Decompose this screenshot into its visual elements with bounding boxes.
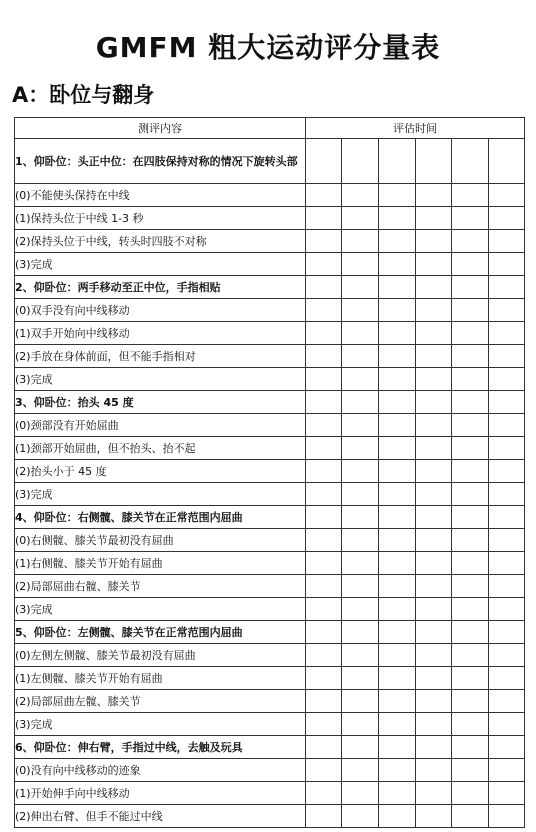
score-cell[interactable] xyxy=(416,368,452,391)
score-cell[interactable] xyxy=(306,276,342,299)
score-cell[interactable] xyxy=(342,644,379,667)
score-cell[interactable] xyxy=(489,184,525,207)
score-cell[interactable] xyxy=(489,414,525,437)
content-column-header: 测评内容 xyxy=(15,118,306,139)
score-cell[interactable] xyxy=(416,713,452,736)
score-cell[interactable] xyxy=(379,184,416,207)
page-title: GMFM 粗大运动评分量表 xyxy=(95,31,441,64)
assessment-table xyxy=(14,117,525,828)
section-heading: A：卧位与翻身 xyxy=(12,83,155,107)
score-cell[interactable] xyxy=(379,506,416,529)
score-cell[interactable] xyxy=(489,552,525,575)
option-label: (0)左侧左侧髋、膝关节最初没有屈曲 xyxy=(15,644,306,667)
score-cell[interactable] xyxy=(342,736,379,759)
score-cell[interactable] xyxy=(489,644,525,667)
score-cell[interactable] xyxy=(379,368,416,391)
score-cell[interactable] xyxy=(452,805,489,828)
option-label: (2)局部屈曲右髋、膝关节 xyxy=(15,575,306,598)
score-cell[interactable] xyxy=(452,621,489,644)
score-cell[interactable] xyxy=(379,207,416,230)
option-label: (1)保持头位于中线 1-3 秒 xyxy=(15,207,306,230)
score-cell[interactable] xyxy=(342,368,379,391)
score-cell[interactable] xyxy=(489,230,525,253)
score-cell[interactable] xyxy=(379,690,416,713)
score-cell[interactable] xyxy=(489,805,525,828)
option-label: (2)抬头小于 45 度 xyxy=(15,460,306,483)
score-cell[interactable] xyxy=(489,345,525,368)
item-heading: 5、仰卧位：左侧髋、膝关节在正常范围内屈曲 xyxy=(15,621,306,644)
score-cell[interactable] xyxy=(416,759,452,782)
score-cell[interactable] xyxy=(489,276,525,299)
score-cell[interactable] xyxy=(379,391,416,414)
score-cell[interactable] xyxy=(452,299,489,322)
score-cell[interactable] xyxy=(379,253,416,276)
score-cell[interactable] xyxy=(342,529,379,552)
score-cell[interactable] xyxy=(342,621,379,644)
score-cell[interactable] xyxy=(379,483,416,506)
score-cell[interactable] xyxy=(306,322,342,345)
score-cell[interactable] xyxy=(452,322,489,345)
option-label: (3)完成 xyxy=(15,483,306,506)
option-row xyxy=(15,782,525,805)
option-row xyxy=(15,644,525,667)
score-cell[interactable] xyxy=(379,552,416,575)
option-row xyxy=(15,759,525,782)
option-label: (1)左侧髋、膝关节开始有屈曲 xyxy=(15,667,306,690)
score-cell[interactable] xyxy=(342,437,379,460)
score-cell[interactable] xyxy=(306,230,342,253)
option-row xyxy=(15,345,525,368)
score-cell[interactable] xyxy=(306,690,342,713)
option-label: (2)伸出右臂、但手不能过中线 xyxy=(15,805,306,828)
score-cell[interactable] xyxy=(379,414,416,437)
score-cell[interactable] xyxy=(452,713,489,736)
score-cell[interactable] xyxy=(452,506,489,529)
item-row xyxy=(15,506,525,529)
table-header-row xyxy=(15,118,525,139)
item-heading: 2、仰卧位：两手移动至正中位，手指相贴 xyxy=(15,276,306,299)
option-row xyxy=(15,230,525,253)
score-cell[interactable] xyxy=(306,345,342,368)
score-cell[interactable] xyxy=(489,529,525,552)
option-label: (1)右侧髋、膝关节开始有屈曲 xyxy=(15,552,306,575)
score-cell[interactable] xyxy=(342,552,379,575)
score-cell[interactable] xyxy=(379,782,416,805)
score-cell[interactable] xyxy=(306,575,342,598)
option-row xyxy=(15,713,525,736)
score-cell[interactable] xyxy=(416,253,452,276)
option-row xyxy=(15,483,525,506)
option-row xyxy=(15,299,525,322)
item-row xyxy=(15,139,525,184)
score-cell[interactable] xyxy=(379,460,416,483)
option-label: (0)没有向中线移动的迹象 xyxy=(15,759,306,782)
score-cell[interactable] xyxy=(306,184,342,207)
score-cell[interactable] xyxy=(342,253,379,276)
score-cell[interactable] xyxy=(416,598,452,621)
score-cell[interactable] xyxy=(306,139,342,184)
score-cell[interactable] xyxy=(306,529,342,552)
score-cell[interactable] xyxy=(489,598,525,621)
score-cell[interactable] xyxy=(452,759,489,782)
score-cell[interactable] xyxy=(342,345,379,368)
option-label: (0)不能使头保持在中线 xyxy=(15,184,306,207)
score-cell[interactable] xyxy=(306,552,342,575)
option-row xyxy=(15,322,525,345)
option-row xyxy=(15,552,525,575)
score-cell[interactable] xyxy=(489,759,525,782)
score-cell[interactable] xyxy=(306,736,342,759)
score-cell[interactable] xyxy=(452,207,489,230)
option-label: (3)完成 xyxy=(15,598,306,621)
item-row xyxy=(15,736,525,759)
score-cell[interactable] xyxy=(306,253,342,276)
score-cell[interactable] xyxy=(489,253,525,276)
option-row xyxy=(15,437,525,460)
option-label: (1)开始伸手向中线移动 xyxy=(15,782,306,805)
score-cell[interactable] xyxy=(379,713,416,736)
score-cell[interactable] xyxy=(416,184,452,207)
score-cell[interactable] xyxy=(452,529,489,552)
score-cell[interactable] xyxy=(379,575,416,598)
score-cell[interactable] xyxy=(342,483,379,506)
score-cell[interactable] xyxy=(452,139,489,184)
score-cell[interactable] xyxy=(452,598,489,621)
score-cell[interactable] xyxy=(306,460,342,483)
score-cell[interactable] xyxy=(489,575,525,598)
score-cell[interactable] xyxy=(416,483,452,506)
score-cell[interactable] xyxy=(416,552,452,575)
score-cell[interactable] xyxy=(416,414,452,437)
score-cell[interactable] xyxy=(489,736,525,759)
score-cell[interactable] xyxy=(452,782,489,805)
score-cell[interactable] xyxy=(306,621,342,644)
score-cell[interactable] xyxy=(489,690,525,713)
score-cell[interactable] xyxy=(342,391,379,414)
score-cell[interactable] xyxy=(489,782,525,805)
score-cell[interactable] xyxy=(452,552,489,575)
score-cell[interactable] xyxy=(342,805,379,828)
option-label: (1)双手开始向中线移动 xyxy=(15,322,306,345)
score-cell[interactable] xyxy=(452,575,489,598)
score-cell[interactable] xyxy=(342,184,379,207)
score-cell[interactable] xyxy=(452,437,489,460)
score-cell[interactable] xyxy=(489,391,525,414)
score-cell[interactable] xyxy=(452,414,489,437)
score-cell[interactable] xyxy=(452,253,489,276)
score-cell[interactable] xyxy=(379,529,416,552)
score-cell[interactable] xyxy=(489,483,525,506)
score-cell[interactable] xyxy=(379,759,416,782)
score-cell[interactable] xyxy=(489,460,525,483)
option-label: (2)局部屈曲左髋、膝关节 xyxy=(15,690,306,713)
option-label: (1)颈部开始屈曲，但不抬头、抬不起 xyxy=(15,437,306,460)
score-cell[interactable] xyxy=(306,782,342,805)
score-cell[interactable] xyxy=(416,667,452,690)
score-cell[interactable] xyxy=(416,460,452,483)
score-cell[interactable] xyxy=(452,184,489,207)
score-cell[interactable] xyxy=(416,575,452,598)
score-cell[interactable] xyxy=(452,345,489,368)
score-cell[interactable] xyxy=(342,414,379,437)
score-cell[interactable] xyxy=(342,207,379,230)
score-cell[interactable] xyxy=(489,506,525,529)
score-cell[interactable] xyxy=(452,368,489,391)
score-cell[interactable] xyxy=(452,276,489,299)
score-cell[interactable] xyxy=(379,437,416,460)
item-heading: 4、仰卧位：右侧髋、膝关节在正常范围内屈曲 xyxy=(15,506,306,529)
option-row xyxy=(15,667,525,690)
score-cell[interactable] xyxy=(416,621,452,644)
item-heading: 3、仰卧位：抬头 45 度 xyxy=(15,391,306,414)
option-row xyxy=(15,414,525,437)
score-cell[interactable] xyxy=(306,207,342,230)
score-cell[interactable] xyxy=(342,139,379,184)
score-cell[interactable] xyxy=(379,345,416,368)
time-column-header: 评估时间 xyxy=(306,118,525,139)
score-cell[interactable] xyxy=(379,598,416,621)
option-label: (2)手放在身体前面，但不能手指相对 xyxy=(15,345,306,368)
score-cell[interactable] xyxy=(379,805,416,828)
score-cell[interactable] xyxy=(452,230,489,253)
option-row xyxy=(15,529,525,552)
item-row xyxy=(15,391,525,414)
option-row xyxy=(15,690,525,713)
option-row xyxy=(15,575,525,598)
score-cell[interactable] xyxy=(306,437,342,460)
score-cell[interactable] xyxy=(452,667,489,690)
score-cell[interactable] xyxy=(489,368,525,391)
score-cell[interactable] xyxy=(489,207,525,230)
option-row xyxy=(15,207,525,230)
score-cell[interactable] xyxy=(379,644,416,667)
score-cell[interactable] xyxy=(342,276,379,299)
score-cell[interactable] xyxy=(342,713,379,736)
option-row xyxy=(15,460,525,483)
score-cell[interactable] xyxy=(342,782,379,805)
score-cell[interactable] xyxy=(416,299,452,322)
score-cell[interactable] xyxy=(342,460,379,483)
score-cell[interactable] xyxy=(489,437,525,460)
score-cell[interactable] xyxy=(452,391,489,414)
score-cell[interactable] xyxy=(306,483,342,506)
score-cell[interactable] xyxy=(416,690,452,713)
score-cell[interactable] xyxy=(306,598,342,621)
item-heading: 1、仰卧位：头正中位：在四肢保持对称的情况下旋转头部 xyxy=(15,139,306,184)
score-cell[interactable] xyxy=(379,621,416,644)
score-cell[interactable] xyxy=(342,322,379,345)
score-cell[interactable] xyxy=(306,759,342,782)
score-cell[interactable] xyxy=(306,667,342,690)
score-cell[interactable] xyxy=(416,805,452,828)
score-cell[interactable] xyxy=(379,139,416,184)
score-cell[interactable] xyxy=(489,139,525,184)
score-cell[interactable] xyxy=(452,690,489,713)
option-label: (2)保持头位于中线，转头时四肢不对称 xyxy=(15,230,306,253)
score-cell[interactable] xyxy=(379,736,416,759)
score-cell[interactable] xyxy=(342,230,379,253)
score-cell[interactable] xyxy=(379,299,416,322)
score-cell[interactable] xyxy=(342,575,379,598)
option-row xyxy=(15,253,525,276)
score-cell[interactable] xyxy=(416,139,452,184)
score-cell[interactable] xyxy=(416,644,452,667)
score-cell[interactable] xyxy=(416,322,452,345)
score-cell[interactable] xyxy=(416,345,452,368)
score-cell[interactable] xyxy=(489,621,525,644)
score-cell[interactable] xyxy=(306,391,342,414)
score-cell[interactable] xyxy=(452,483,489,506)
score-cell[interactable] xyxy=(306,299,342,322)
option-label: (3)完成 xyxy=(15,713,306,736)
score-cell[interactable] xyxy=(416,391,452,414)
item-row xyxy=(15,276,525,299)
item-row xyxy=(15,621,525,644)
score-cell[interactable] xyxy=(489,713,525,736)
score-cell[interactable] xyxy=(452,736,489,759)
score-cell[interactable] xyxy=(306,713,342,736)
score-cell[interactable] xyxy=(379,322,416,345)
option-row xyxy=(15,184,525,207)
score-cell[interactable] xyxy=(342,299,379,322)
score-cell[interactable] xyxy=(452,644,489,667)
score-cell[interactable] xyxy=(379,667,416,690)
option-row xyxy=(15,598,525,621)
score-cell[interactable] xyxy=(416,506,452,529)
score-cell[interactable] xyxy=(306,414,342,437)
score-cell[interactable] xyxy=(416,529,452,552)
score-cell[interactable] xyxy=(342,598,379,621)
score-cell[interactable] xyxy=(306,506,342,529)
score-cell[interactable] xyxy=(379,276,416,299)
score-cell[interactable] xyxy=(342,667,379,690)
option-label: (0)双手没有向中线移动 xyxy=(15,299,306,322)
score-cell[interactable] xyxy=(342,759,379,782)
score-cell[interactable] xyxy=(379,230,416,253)
score-cell[interactable] xyxy=(416,230,452,253)
score-cell[interactable] xyxy=(416,276,452,299)
score-cell[interactable] xyxy=(416,207,452,230)
score-cell[interactable] xyxy=(489,299,525,322)
score-cell[interactable] xyxy=(489,322,525,345)
score-cell[interactable] xyxy=(342,690,379,713)
option-label: (0)颈部没有开始屈曲 xyxy=(15,414,306,437)
score-cell[interactable] xyxy=(342,506,379,529)
score-cell[interactable] xyxy=(416,437,452,460)
score-cell[interactable] xyxy=(452,460,489,483)
option-label: (3)完成 xyxy=(15,253,306,276)
score-cell[interactable] xyxy=(489,667,525,690)
option-label: (3)完成 xyxy=(15,368,306,391)
score-cell[interactable] xyxy=(306,805,342,828)
item-heading: 6、仰卧位：伸右臂，手指过中线，去触及玩具 xyxy=(15,736,306,759)
option-row xyxy=(15,368,525,391)
score-cell[interactable] xyxy=(306,368,342,391)
score-cell[interactable] xyxy=(306,644,342,667)
score-cell[interactable] xyxy=(416,782,452,805)
score-cell[interactable] xyxy=(416,736,452,759)
option-label: (0)右侧髋、膝关节最初没有屈曲 xyxy=(15,529,306,552)
option-row xyxy=(15,805,525,828)
